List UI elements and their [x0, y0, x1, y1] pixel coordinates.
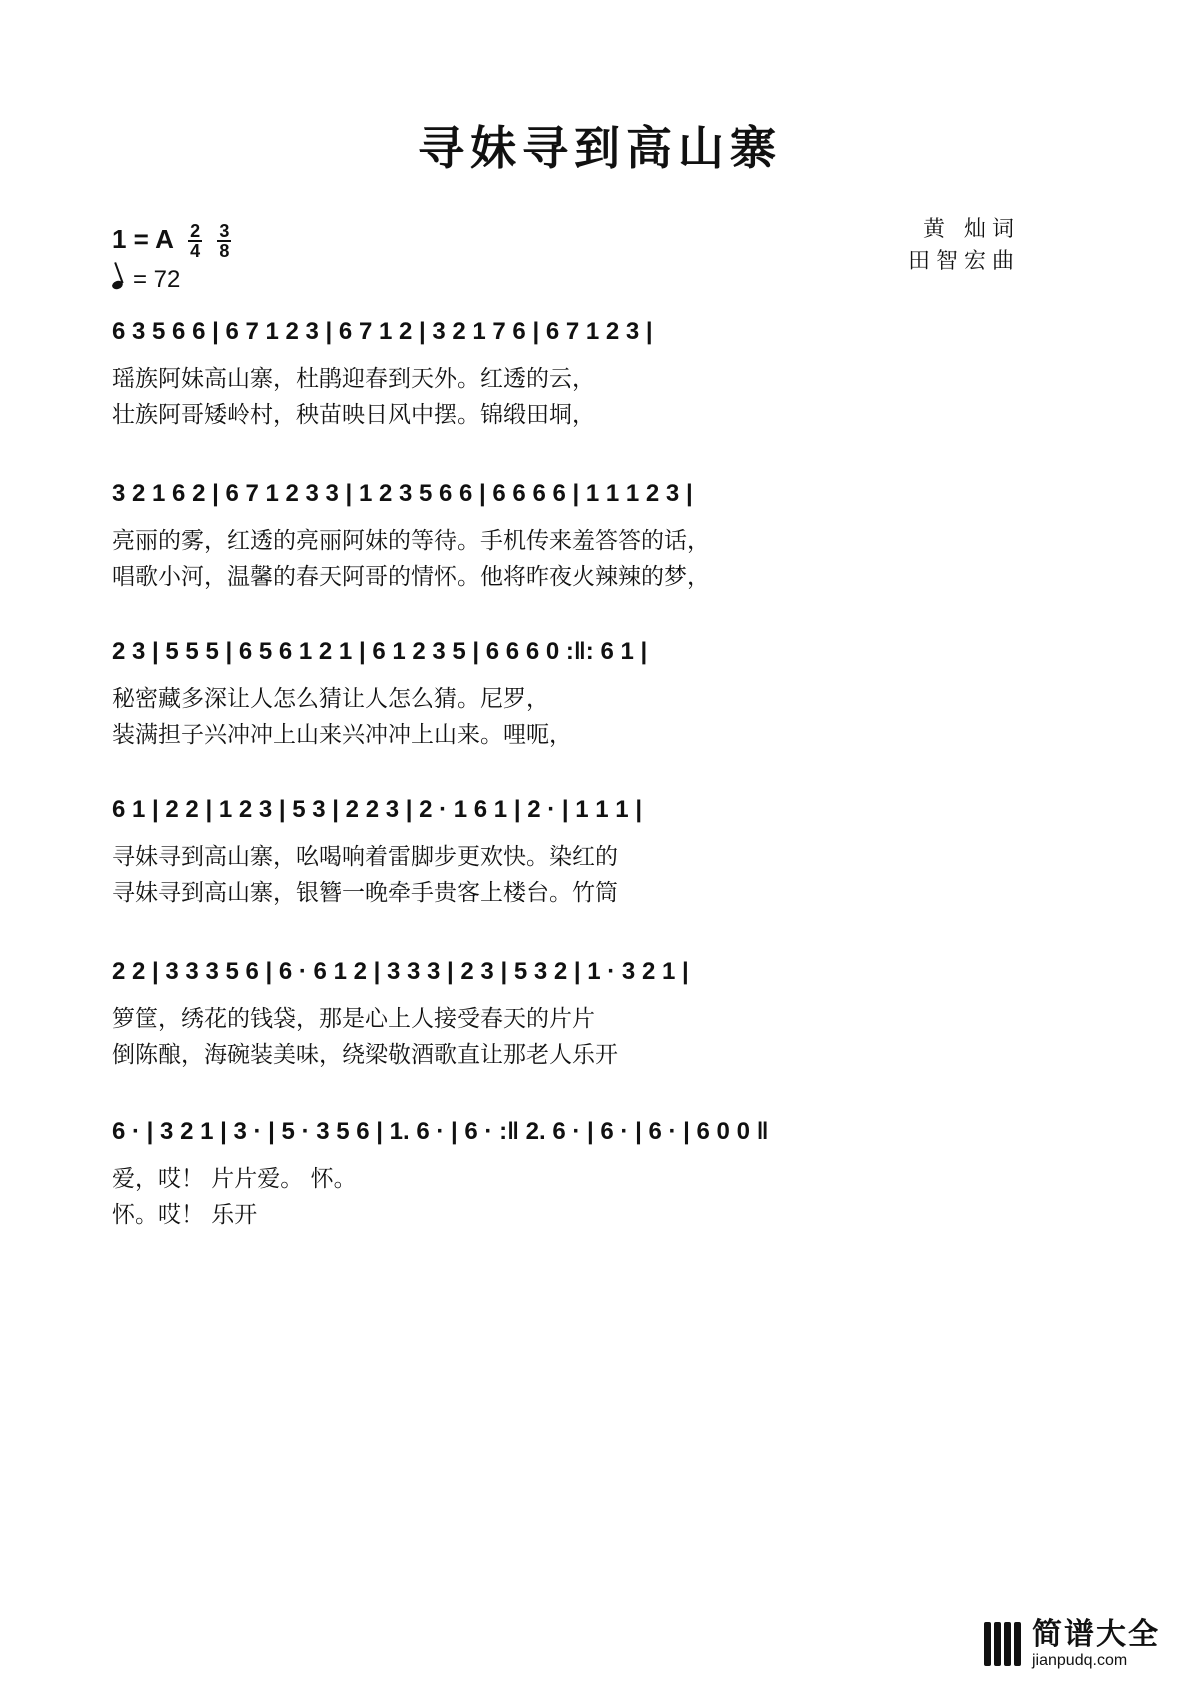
lyric-verse-2: 怀。哎！ 乐开	[112, 1202, 258, 1228]
logo-url: jianpudq.com	[1032, 1652, 1128, 1669]
notes-line: 3 2 1 6 2 | 6 7 1 2 3 3 | 1 2 3 5 6 6 | 6 6 6 6 | 1 1 1 2 3 |	[112, 480, 693, 507]
lyric-verse-2: 壮族阿哥矮岭村，秧苗映日风中摆。锦缎田垌，	[112, 402, 595, 428]
time-signature-2-numerator: 3	[219, 221, 230, 241]
notes-line: 2 3 | 5 5 5 | 6 5 6 1 2 1 | 6 1 2 3 5 | 6 6 6 0 :‖: 6 1 |	[112, 638, 648, 665]
lyricist: 黄 灿词	[923, 217, 1020, 242]
notes-line: 2 2 | 3 3 3 5 6 | 6 · 6 1 2 | 3 3 3 | 2 3 | 5 3 2 | 1 · 3 2 1 |	[112, 958, 689, 985]
composer: 田智宏曲	[907, 249, 1020, 274]
time-signature-2	[217, 222, 231, 260]
score-system-1	[112, 300, 1092, 433]
score-system-4	[112, 778, 1092, 911]
score-system-3	[112, 620, 1092, 753]
score-system-6	[112, 1100, 1092, 1233]
quarter-note-icon	[111, 279, 124, 290]
key-label: 1 = A	[112, 223, 173, 254]
notes-line: 6 · | 3 2 1 | 3 · | 5 · 3 5 6 | 1. 6 · | 6 · :‖ 2. 6 · | 6 · | 6 · | 6 0 0 ‖	[112, 1118, 769, 1145]
tempo-marking	[112, 266, 180, 294]
page-title: 寻妹寻到高山寨	[418, 121, 782, 175]
lyric-verse-1: 瑶族阿妹高山寨，杜鹃迎春到天外。红透的云，	[112, 366, 595, 392]
lyric-verse-2: 寻妹寻到高山寨，银簪一晚牵手贵客上楼台。竹筒	[112, 880, 618, 906]
tempo-value: = 72	[133, 266, 181, 293]
lyric-verse-2: 装满担子兴冲冲上山来兴冲冲上山来。哩呃，	[112, 722, 572, 748]
lyric-verse-2: 倒陈酿，海碗装美味，绕梁敬酒歌直让那老人乐开	[112, 1042, 618, 1068]
time-signature-1-denominator: 4	[190, 241, 201, 261]
lyric-verse-1: 爱，哎！ 片片爱。 怀。	[112, 1166, 357, 1192]
lyric-verse-2: 唱歌小河，温馨的春天阿哥的情怀。他将昨夜火辣辣的梦，	[112, 564, 710, 590]
score-system-2	[112, 462, 1092, 595]
time-signature-1	[188, 222, 202, 260]
key-signature	[112, 222, 231, 260]
credits	[908, 214, 1020, 278]
lyric-verse-1: 箩筐，绣花的钱袋，那是心上人接受春天的片片	[112, 1006, 595, 1032]
lyric-verse-1: 寻妹寻到高山寨，吆喝响着雷脚步更欢快。染红的	[112, 844, 618, 870]
logo-name: 简谱大全	[1032, 1617, 1160, 1652]
piano-keys-icon	[984, 1622, 1024, 1666]
site-logo	[984, 1618, 1160, 1670]
time-signature-1-numerator: 2	[190, 221, 201, 241]
time-signature-2-denominator: 8	[219, 241, 230, 261]
score-system-5	[112, 940, 1092, 1073]
notes-line: 6 1 | 2 2 | 1 2 3 | 5 3 | 2 2 3 | 2 · 1 6 1 | 2 · | 1 1 1 |	[112, 796, 643, 823]
lyric-verse-1: 亮丽的雾，红透的亮丽阿妹的等待。手机传来羞答答的话，	[112, 528, 710, 554]
lyric-verse-1: 秘密藏多深让人怎么猜让人怎么猜。尼罗，	[112, 686, 549, 712]
notes-line: 6 3 5 6 6 | 6 7 1 2 3 | 6 7 1 2 | 3 2 1 7 6 | 6 7 1 2 3 |	[112, 318, 653, 345]
